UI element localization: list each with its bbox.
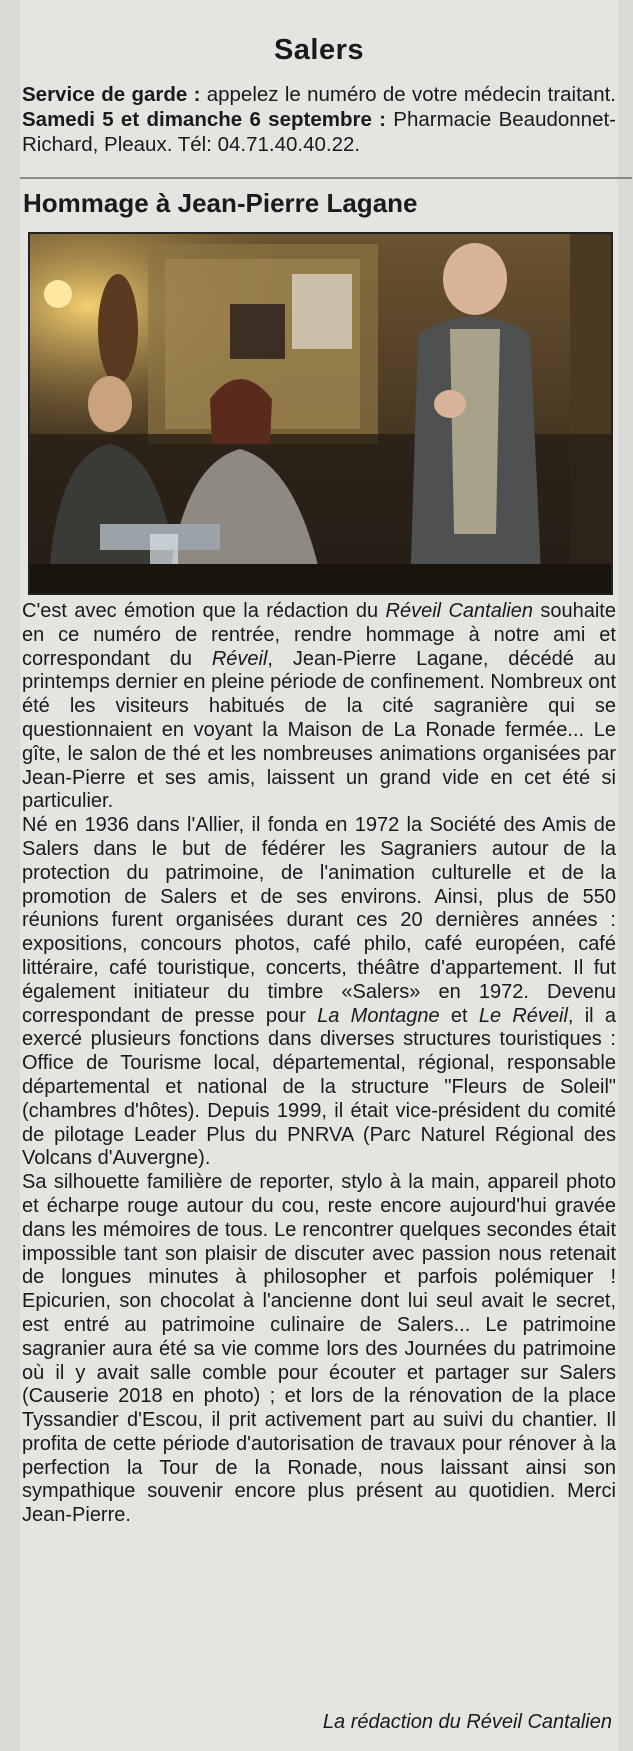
publication-name: Le Réveil [478, 1004, 568, 1027]
article-photo [28, 232, 613, 595]
causerie-photo-illustration [30, 234, 611, 593]
article-signature: La rédaction du Réveil Cantalien [322, 1711, 612, 1733]
section-title: Salers [273, 34, 365, 66]
publication-name: Réveil Cantalien [385, 600, 533, 622]
newspaper-page [20, 0, 618, 1751]
article-paragraph-3: Sa silhouette familière de reporter, stylo à la main, appareil photo et écharpe rouge autour du cou, reste encore aujourd'hui gravée dans les mémoires de tous. Le rencontrer quelques secondes était impossible tant son plaisir de discuter avec passion nous retenait de longues minutes à philosopher et parfois polémiquer ! Epicurien, son chocolat à l'ancienne dont lui seul avait le secret, est entré au patrimoine culinaire de Salers... Le patrimoine sagranier aura été sa vie comme lors des Journées du patrimoine où il y avait salle comble pour écouter et partager sur Salers (Causerie 2018 en photo) ; et lors de la rénovation de la place Tyssandier d'Escou, il prit activement part au suivi du chantier. Il profita de cette période d'autorisation de travaux pour rénover à la perfection la Tour de la Ronade, nous laissant ainsi son sympathique souvenir encore plus présent au quotidien. Merci Jean-Pierre. [22, 1171, 616, 1527]
service-de-garde [22, 82, 616, 157]
article-paragraph-2: Né en 1936 dans l'Allier, il fonda en 1972 la Société des Amis de Salers dans le but de fédérer les Sagraniers autour de la protection du patrimoine, de l'animation culturelle et de la promotion de Salers et de ses environs. Ainsi, plus de 550 réunions furent organisées durant ces 20 dernières années : expositions, concours photos, café philo, café européen, café littéraire, café touristique, concerts, théâtre d'appartement. Il fut également initiateur du timbre «Salers» en 1972. Devenu correspondant de presse pour La Montagne et Le Réveil, il a exercé plusieurs fonctions dans diverses structures touristiques : Office de Tourisme local, départemental, régional, responsable départemental et national de la structure "Fleurs de Soleil" (chambres d'hôtes). Depuis 1999, il était vice-président du comité de pilotage Leader Plus du PNRVA (Parc Naturel Régional des Volcans d'Auvergne). [22, 814, 616, 1170]
garde-text-2: Pharmacie Beaudonnet-Richard, Pleaux. Tél: 04.71.40.40.22. [22, 108, 617, 156]
publication-name: La Montagne [317, 1004, 440, 1027]
article-body [22, 600, 616, 1528]
article-paragraph-1: C'est avec émotion que la rédaction du Réveil Cantalien souhaite en ce numéro de rentrée, rendre hommage à notre ami et correspondant du Réveil, Jean-Pierre Lagane, décédé au printemps dernier en pleine période de confinement. Nombreux ont été les visiteurs habitués de la cité sagranière qui se questionnaient en voyant la Maison de La Ronade fermée... Le gîte, le salon de thé et les nombreuses animations organisées par Jean-Pierre et ses amis, laissent un grand vide en cet été si particulier. [22, 600, 616, 813]
garde-label-1: Service de garde : [22, 83, 201, 106]
garde-label-2: Samedi 5 et dimanche 6 septembre : [22, 108, 386, 131]
article-title: Hommage à Jean-Pierre Lagane [23, 188, 418, 218]
publication-name: Réveil [211, 647, 268, 670]
section-divider [20, 177, 632, 179]
garde-text-1: appelez le numéro de votre médecin traitant. [200, 83, 616, 106]
